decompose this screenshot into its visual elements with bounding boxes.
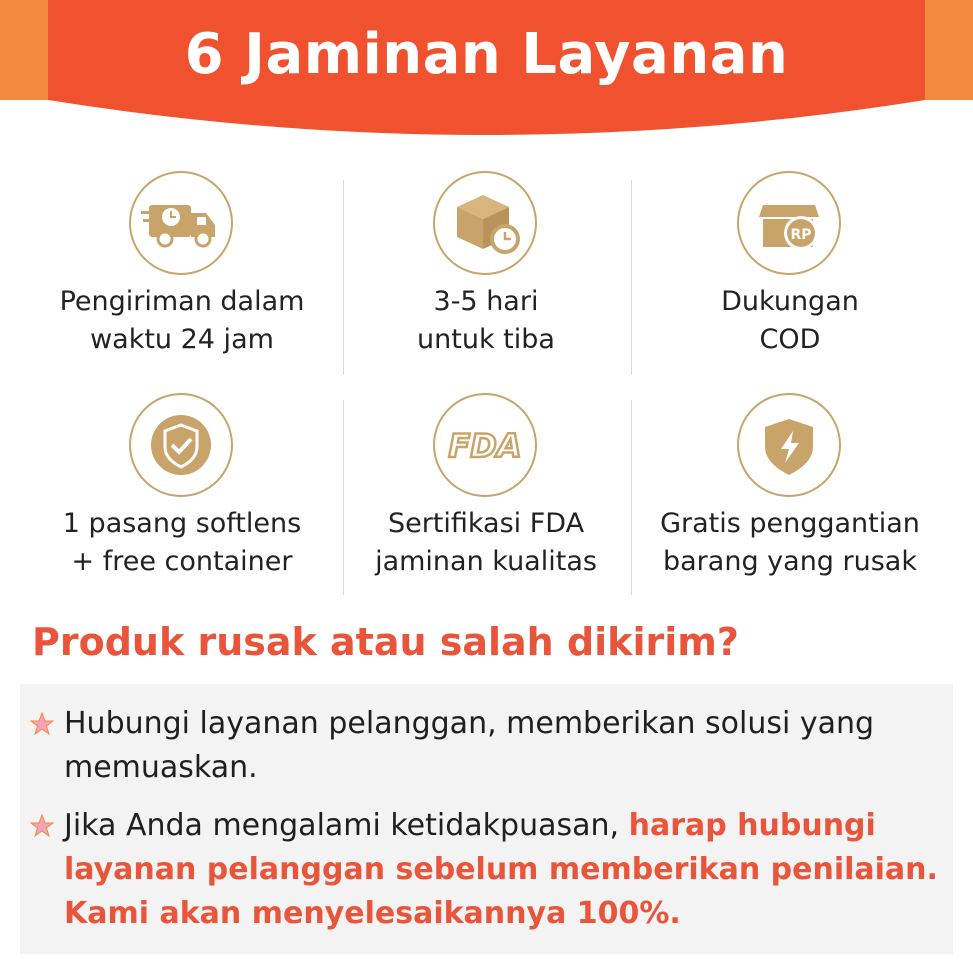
box-clock-icon	[433, 171, 537, 275]
feature-fda	[334, 387, 638, 607]
feature-label: 1 pasang softlens	[62, 508, 302, 539]
feature-label: + free container	[71, 546, 293, 577]
section-question: Produk rusak atau salah dikirim?	[32, 620, 739, 664]
delivery-truck-clock-icon	[129, 171, 233, 275]
feature-label: Gratis penggantian	[660, 508, 920, 539]
features-grid	[30, 165, 943, 605]
bullet-highlight: Kami akan menyelesaikannya 100%.	[64, 896, 681, 931]
feature-label: jaminan kualitas	[375, 546, 597, 577]
feature-label: waktu 24 jam	[90, 324, 274, 355]
feature-arrival-time	[334, 165, 638, 385]
star-icon	[30, 814, 54, 838]
feature-softlens	[30, 387, 334, 607]
shield-check-icon	[129, 393, 233, 497]
feature-label: COD	[759, 324, 821, 355]
page-title: 6 Jaminan Layanan	[184, 22, 789, 87]
feature-delivery-24h	[30, 165, 334, 385]
feature-label: 3-5 hari	[433, 286, 539, 317]
feature-label: Sertifikasi FDA	[387, 508, 585, 539]
bullet-text: Jika Anda mengalami ketidakpuasan,	[64, 808, 629, 843]
bullet-text: memuaskan.	[64, 750, 258, 785]
header-banner	[0, 0, 973, 150]
feature-label: Dukungan	[721, 286, 859, 317]
feature-cod	[638, 165, 942, 385]
bullet-text: Hubungi layanan pelanggan, memberikan solusi yang	[64, 706, 875, 741]
shield-lightning-icon	[737, 393, 841, 497]
rp-label: RP	[790, 227, 812, 243]
feature-label: barang yang rusak	[663, 546, 917, 577]
bullet-highlight: layanan pelanggan sebelum memberikan penilaian.	[64, 852, 938, 887]
star-icon	[30, 712, 54, 736]
feature-label: untuk tiba	[417, 324, 555, 355]
feature-label: Pengiriman dalam	[59, 286, 305, 317]
fda-text: FDA	[448, 427, 522, 465]
fda-icon	[433, 393, 537, 497]
info-panel	[20, 684, 953, 954]
feature-replacement	[638, 387, 942, 607]
bullet-highlight: harap hubungi	[628, 808, 876, 843]
store-rp-icon	[737, 171, 841, 275]
